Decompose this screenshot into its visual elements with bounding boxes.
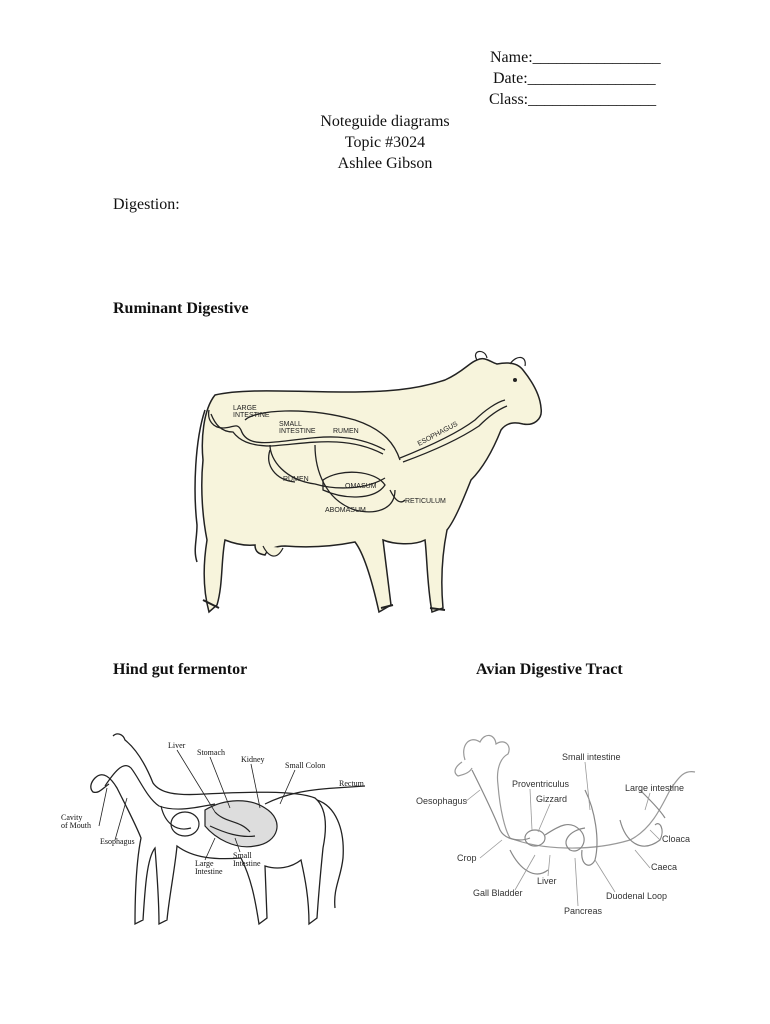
date-field: Date:________________ — [493, 70, 656, 87]
bird-label-cloaca: Cloaca — [662, 834, 691, 844]
cow-label-large-intestine-1: LARGE — [233, 405, 257, 412]
digestion-heading: Digestion: — [113, 196, 180, 213]
horse-label-large-intestine-1: Large — [195, 859, 214, 868]
cow-label-rumen-top: RUMEN — [333, 428, 359, 435]
horse-label-small-colon: Small Colon — [285, 761, 326, 770]
doc-author: Ashlee Gibson — [337, 155, 433, 172]
ruminant-heading: Ruminant Digestive — [113, 300, 249, 317]
horse-label-small-intestine-2: Intestine — [233, 859, 261, 868]
cow-body — [195, 351, 541, 612]
horse-label-liver: Liver — [168, 741, 186, 750]
cow-digestive-diagram — [185, 350, 550, 620]
cow-label-small-intestine-2: INTESTINE — [279, 428, 316, 435]
horse-digestive-tract — [105, 766, 365, 847]
bird-label-liver: Liver — [537, 876, 557, 886]
cow-label-large-intestine-2: INTESTINE — [233, 412, 270, 419]
bird-labels — [416, 752, 690, 916]
bird-label-crop: Crop — [457, 853, 477, 863]
horse-label-cavity-2: of Mouth — [61, 821, 91, 830]
bird-label-pancreas: Pancreas — [564, 906, 603, 916]
bird-label-caeca: Caeca — [651, 862, 678, 872]
cow-label-small-intestine-1: SMALL — [279, 421, 302, 428]
cow-label-abomasum: ABOMASUM — [325, 507, 366, 514]
horse-digestive-diagram — [61, 728, 375, 933]
doc-title: Noteguide diagrams — [320, 113, 450, 130]
bird-label-gizzard: Gizzard — [536, 794, 568, 804]
avian-heading: Avian Digestive Tract — [476, 661, 623, 678]
horse-label-esophagus: Esophagus — [100, 837, 135, 846]
bird-label-proventriculus: Proventriculus — [512, 779, 570, 789]
cow-label-rumen-bottom: RUMEN — [283, 476, 309, 483]
horse-label-stomach: Stomach — [197, 748, 225, 757]
bird-label-oesophagus: Oesophagus — [416, 796, 468, 806]
horse-label-cavity-1: Cavity — [61, 813, 83, 822]
avian-digestive-diagram — [410, 730, 710, 920]
horse-label-small-intestine-1: Small — [233, 851, 252, 860]
hindgut-heading: Hind gut fermentor — [113, 661, 248, 678]
bird-label-small-intestine: Small intestine — [562, 752, 621, 762]
bird-label-large-intestine: Large intestine — [625, 783, 685, 793]
class-field: Class:________________ — [489, 91, 657, 108]
cow-label-esophagus: ESOPHAGUS — [416, 420, 460, 448]
cow-label-omasum: OMASUM — [345, 483, 377, 490]
horse-label-rectum: Rectum — [339, 779, 364, 788]
horse-label-large-intestine-2: Intestine — [195, 867, 223, 876]
bird-label-duodenal-loop: Duodenal Loop — [606, 891, 668, 901]
doc-topic: Topic #3024 — [344, 134, 426, 151]
bird-label-gall-bladder: Gall Bladder — [473, 888, 523, 898]
name-field: Name:________________ — [490, 49, 661, 66]
cow-label-reticulum: RETICULUM — [405, 498, 446, 505]
horse-label-kidney: Kidney — [241, 755, 265, 764]
